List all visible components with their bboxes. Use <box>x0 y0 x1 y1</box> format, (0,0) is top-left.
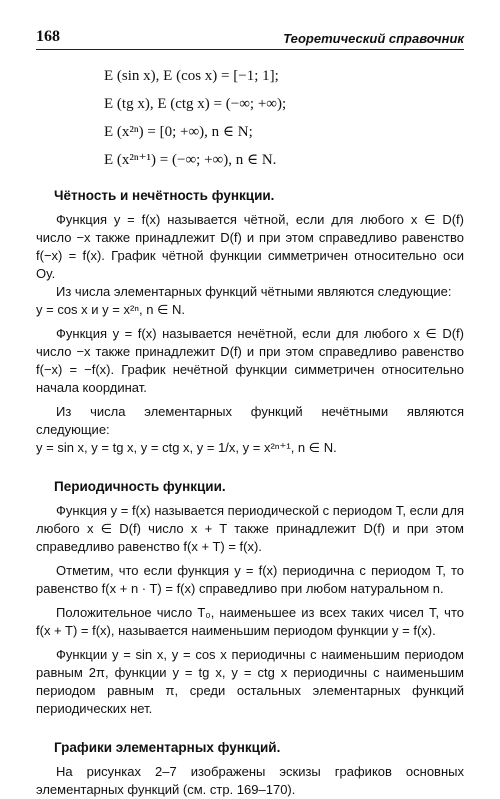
page-number: 168 <box>36 28 60 45</box>
paragraph-odd-functions: Из числа элементарных функций нечётными являются следующие: <box>36 404 464 437</box>
running-title: Теоретический справочник <box>283 31 464 46</box>
paragraph-periodic-definition: Функция y = f(x) называется периодической с периодом T, если для любого x ∈ D(f) число x + T также принадлежит D(f) и при этом справедливо равенство f(x + T) = f(x). <box>36 503 464 554</box>
formula-even-power-range: E (x²ⁿ) = [0; +∞), n ∈ N; <box>104 124 253 140</box>
paragraph-least-period: Положительное число T₀, наименьшее из всех таких чисел T, что f(x + T) = f(x), называется наименьшим периодом функции y = f(x). <box>36 605 464 638</box>
paragraph-even-definition: Функция y = f(x) называется чётной, если для любого x ∈ D(f) число −x также принадлежит D(f) и при этом справедливо равенство f(−x) = f(x). График чётной функции симметричен относительно оси Oy. <box>36 212 464 281</box>
formula-sin-cos-range: E (sin x), E (cos x) = [−1; 1]; <box>104 68 279 84</box>
formula-tg-ctg-range: E (tg x), E (ctg x) = (−∞; +∞); <box>104 96 287 112</box>
formula-odd-power-range: E (x²ⁿ⁺¹) = (−∞; +∞), n ∈ N. <box>104 152 277 168</box>
section-heading-periodicity: Периодичность функции. <box>54 479 226 494</box>
paragraph-even-functions: Из числа элементарных функций чётными являются следующие: <box>56 284 452 299</box>
section-heading-parity: Чётность и нечётность функции. <box>54 188 275 203</box>
paragraph-trig-periods: Функции y = sin x, y = cos x периодичны с наименьшим периодом равным 2π, функции y = tg x, y = ctg x периодичны с наименьшим периодом равным π, среди остальных элементарных функций периодических нет. <box>36 647 464 716</box>
paragraph-odd-definition: Функция y = f(x) называется нечётной, если для любого x ∈ D(f) число −x также принадлежит D(f) и при этом справедливо равенство f(−x) = −f(x). График нечётной функции симметричен относительно начала координат. <box>36 326 464 395</box>
paragraph-periodic-note: Отметим, что если функция y = f(x) периодична с периодом T, то равенство f(x + n · T) = f(x) справедливо при любом натуральном n. <box>36 563 464 596</box>
range-formulas <box>36 62 464 174</box>
page-header <box>36 28 464 50</box>
paragraph-graphs-reference: На рисунках 2–7 изображены эскизы графиков основных элементарных функций (см. стр. 169–170). <box>36 764 464 797</box>
odd-functions-list: y = sin x, y = tg x, y = ctg x, y = 1/x, y = x²ⁿ⁺¹, n ∈ N. <box>36 440 337 455</box>
even-functions-list: y = cos x и y = x²ⁿ, n ∈ N. <box>36 302 186 317</box>
section-heading-graphs: Графики элементарных функций. <box>54 740 281 755</box>
